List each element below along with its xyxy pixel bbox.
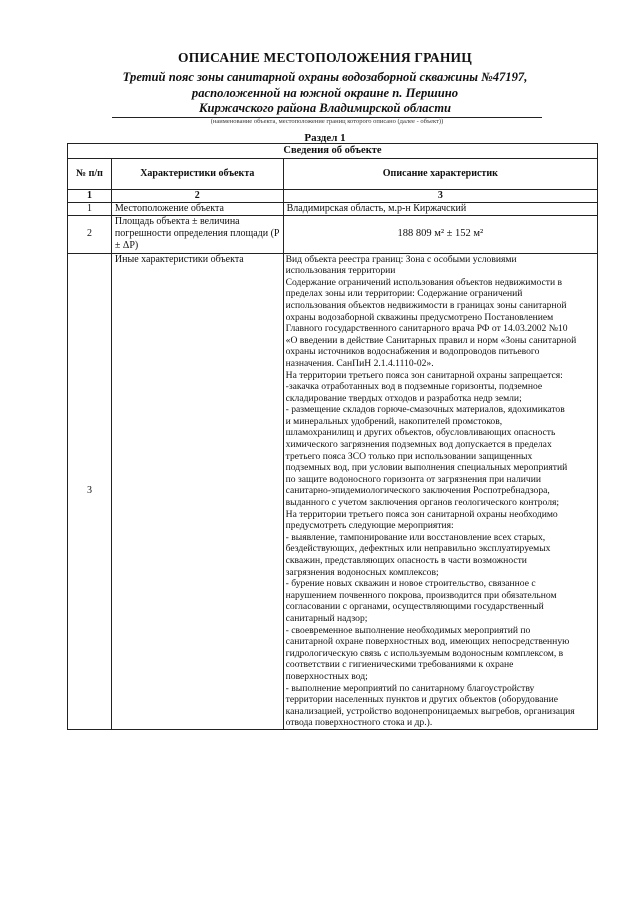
document-subtitle [70,70,580,117]
description-line: - бурение новых скважин и новое строительство, связанное с [285,578,536,590]
description-line: охраны источников водоснабжения и водопроводов питьевого [285,346,540,358]
description-line: санитарный надзор; [285,612,368,624]
description-line: использования объектов недвижимости в границах зоны санитарной [285,299,567,311]
description-line: канализацией, устройство водонепроницаемых выгребов, организация [285,705,575,717]
subtitle-line: Киржачского района Владимирской области [198,101,451,115]
table-caption: Сведения об объекте [68,144,598,159]
description-line: гидрологическую связь с используемым водоносным комплексом, в [285,647,564,659]
description-line: пределах зоны или территории: Содержание ограничений [285,288,523,300]
description-line: загрязнения водоносных комплексов; [285,566,439,578]
description-line: третьего пояса ЗСО только при использовании защищенных [285,450,533,462]
description-line: - своевременное выполнение необходимых мероприятий по [285,624,531,636]
description-line: Главного государственного санитарного врача РФ от 14.03.2002 №10 [285,323,568,335]
object-note: (наименование объекта, местоположение границ которого описано (далее - объект)) [210,118,444,125]
description-line: шламохранилищ и других объектов, обусловливающих опасность [285,427,556,439]
row-num: 1 [68,203,112,216]
description-line: - выполнение мероприятий по санитарному благоустройству [285,682,535,694]
subtitle-line: Третий пояс зоны санитарной охраны водозаборной скважины №47197, [122,70,528,84]
table-header-row [68,159,598,190]
description-line: бездействующих, дефектных или неправильно эксплуатируемых [285,543,551,555]
description-line: поверхностных вод; [285,670,368,682]
header-description: Описание характеристик [283,159,597,190]
description-line: складирование твердых отходов и разработка недр земли; [285,392,522,404]
column-number: 3 [283,190,597,203]
description-line: согласовании с органами, осуществляющими государственный [285,601,544,613]
description-line: На территории третьего пояса зон санитарной охраны запрещается: [285,369,563,381]
description-line: Содержание ограничений использования объектов недвижимости в [285,276,563,288]
row-characteristic: Местоположение объекта [111,203,283,216]
column-number-row [68,190,598,203]
description-line: территории населенных пунктов и других объектов (оборудование [285,694,559,706]
row-num: 2 [68,216,112,253]
description-line: санитарно-эпидемиологического заключения Роспотребнадзора, [285,485,550,497]
description-line: по защите водоносного горизонта от загрязнения при наличии [285,473,542,485]
description-line: выданного с учетом заключения органов геологического контроля; [285,497,560,509]
description-line: предусмотреть следующие мероприятия: [285,520,454,532]
description-line: подземных вод, при условии выполнения специальных мероприятий [285,462,568,474]
description-line: назначения. СанПиН 2.1.4.1110-02». [285,357,434,369]
description-line: химического загрязнения подземных вод допускается в пределах [285,439,552,451]
table-row [68,203,598,216]
table-row [68,253,598,729]
description-line: скважин, представляющих опасность в части возможности [285,555,527,566]
table-caption-row [68,144,598,159]
row-description [283,253,597,729]
description-line: соответствии с гигиеническими требованиями к охране [285,659,514,671]
description-line: Вид объекта реестра границ: Зона с особыми условиями [285,253,517,265]
row-description: Владимирская область, м.р-н Киржачский [283,203,597,216]
row-description: 188 809 м² ± 152 м² [283,216,597,253]
description-line: - выявление, тампонирование или восстановление всех старых, [285,531,546,543]
row-characteristic: Иные характеристики объекта [111,253,283,729]
header-characteristic: Характеристики объекта [111,159,283,190]
description-line: санитарной охране поверхностных вод, имеющих непосредственную [285,636,570,648]
description-line: отвода поверхностного стока и др.). [285,717,433,729]
subtitle-line: расположенной на южной окраине п. Першино [191,85,459,100]
description-line: -закачка отработанных вод в подземные горизонты, подземное [285,381,543,393]
column-number: 1 [68,190,112,203]
description-line: и минеральных удобрений, накопителей промстоков, [285,415,503,427]
description-line: На территории третьего пояса зон санитарной охраны необходимо [285,508,558,520]
column-number: 2 [111,190,283,203]
row-num: 3 [68,253,112,729]
description-line: «О введении в действие Санитарных правил и норм «Зоны санитарной [285,334,577,346]
object-info-table [67,143,598,730]
description-line: охраны водозаборной скважины предусмотрено Постановлением [285,311,554,323]
section-label: Раздел 1 [304,132,346,144]
description-line: - размещение складов горюче-смазочных материалов, ядохимикатов [285,404,565,416]
row-characteristic: Площадь объекта ± величина погрешности определения площади (Р ± ΔР) [111,216,283,253]
table-row [68,216,598,253]
description-line: использования территории [285,265,396,277]
header-num: № п/п [68,159,112,190]
description-line: нарушением почвенного покрова, производится при обязательном [285,589,557,601]
document-title: ОПИСАНИЕ МЕСТОПОЛОЖЕНИЯ ГРАНИЦ [178,50,472,65]
